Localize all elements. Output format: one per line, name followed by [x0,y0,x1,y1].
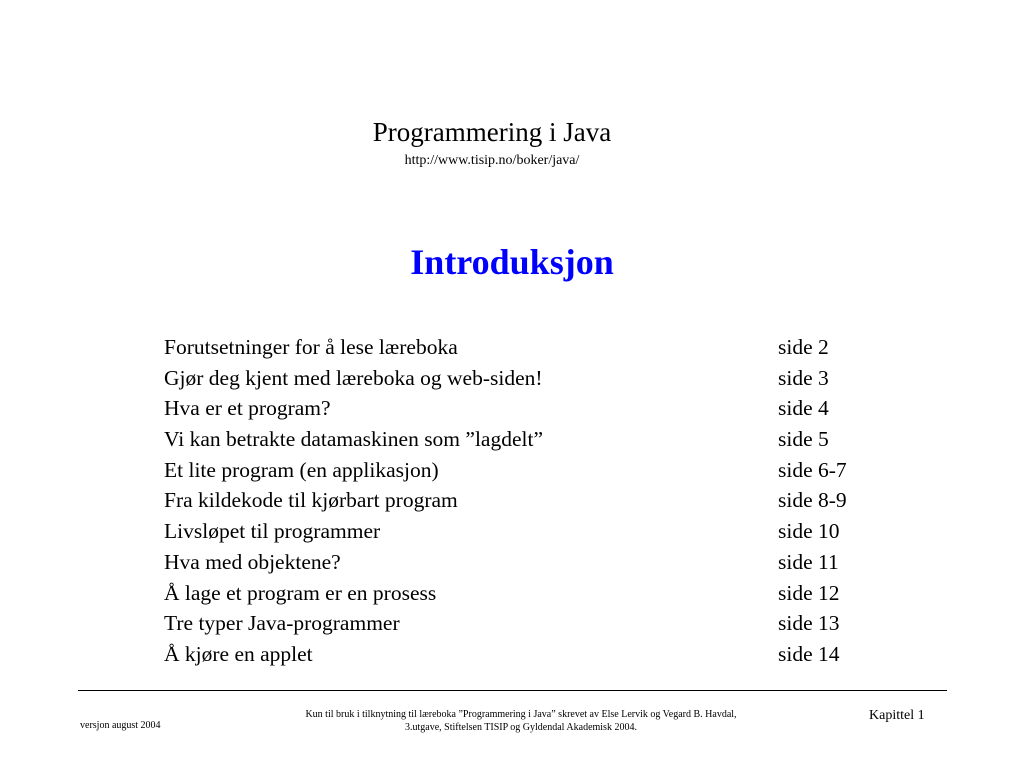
toc-item-page: side 11 [778,549,839,574]
footer-credit-line: Kun til bruk i tilknytning til læreboka ”Programmering i Java” skrevet av Else Lervik og Vegard B. Havdal, [305,709,737,720]
toc-item [164,332,884,363]
toc-item-page: side 2 [778,335,829,359]
toc-item-label: Gjør deg kjent med læreboka og web-siden! [164,365,543,390]
toc-item-label: Livsløpet til programmer [164,519,381,544]
toc-item-page: side 13 [778,611,840,636]
toc-item [164,639,884,670]
toc-item-label: Hva med objektene? [164,549,341,574]
toc-item-page: side 4 [778,396,829,421]
footer-divider [78,690,947,691]
toc-item-page: side 5 [778,427,829,452]
footer-credit-line: 3.utgave, Stiftelsen TISIP og Gyldendal Akademisk 2004. [405,722,637,733]
toc-item [164,608,884,639]
section-heading: Introduksjon [410,242,614,282]
toc-item-page: side 6-7 [778,457,847,482]
toc-item [164,578,884,609]
toc-item-page: side 14 [778,641,840,666]
toc-item-label: Å kjøre en applet [164,641,313,666]
toc-item-label: Vi kan betrakte datamaskinen som ”lagdelt” [164,427,544,452]
toc-item-label: Forutsetninger for å lese læreboka [164,335,458,359]
book-url: http://www.tisip.no/boker/java/ [404,153,580,168]
toc-item [164,363,884,394]
toc-item-page: side 10 [778,519,840,544]
toc-item-page: side 8-9 [778,488,847,513]
page-title: Programmering i Java [372,117,612,147]
footer-credit [246,708,796,734]
toc-item-label: Tre typer Java-programmer [164,611,400,636]
footer-chapter: Kapittel 1 [869,708,925,723]
toc-item [164,516,884,547]
toc-item [164,424,884,455]
toc-item [164,485,884,516]
toc-item-label: Hva er et program? [164,396,331,421]
toc-item-label: Fra kildekode til kjørbart program [164,488,458,513]
table-of-contents [164,332,884,670]
toc-item [164,547,884,578]
toc-item-page: side 3 [778,365,829,390]
footer-version: versjon august 2004 [80,720,161,731]
toc-item-page: side 12 [778,580,840,605]
toc-item [164,455,884,486]
toc-item-label: Et lite program (en applikasjon) [164,457,439,482]
toc-item-label: Å lage et program er en prosess [164,580,437,605]
toc-item [164,393,884,424]
